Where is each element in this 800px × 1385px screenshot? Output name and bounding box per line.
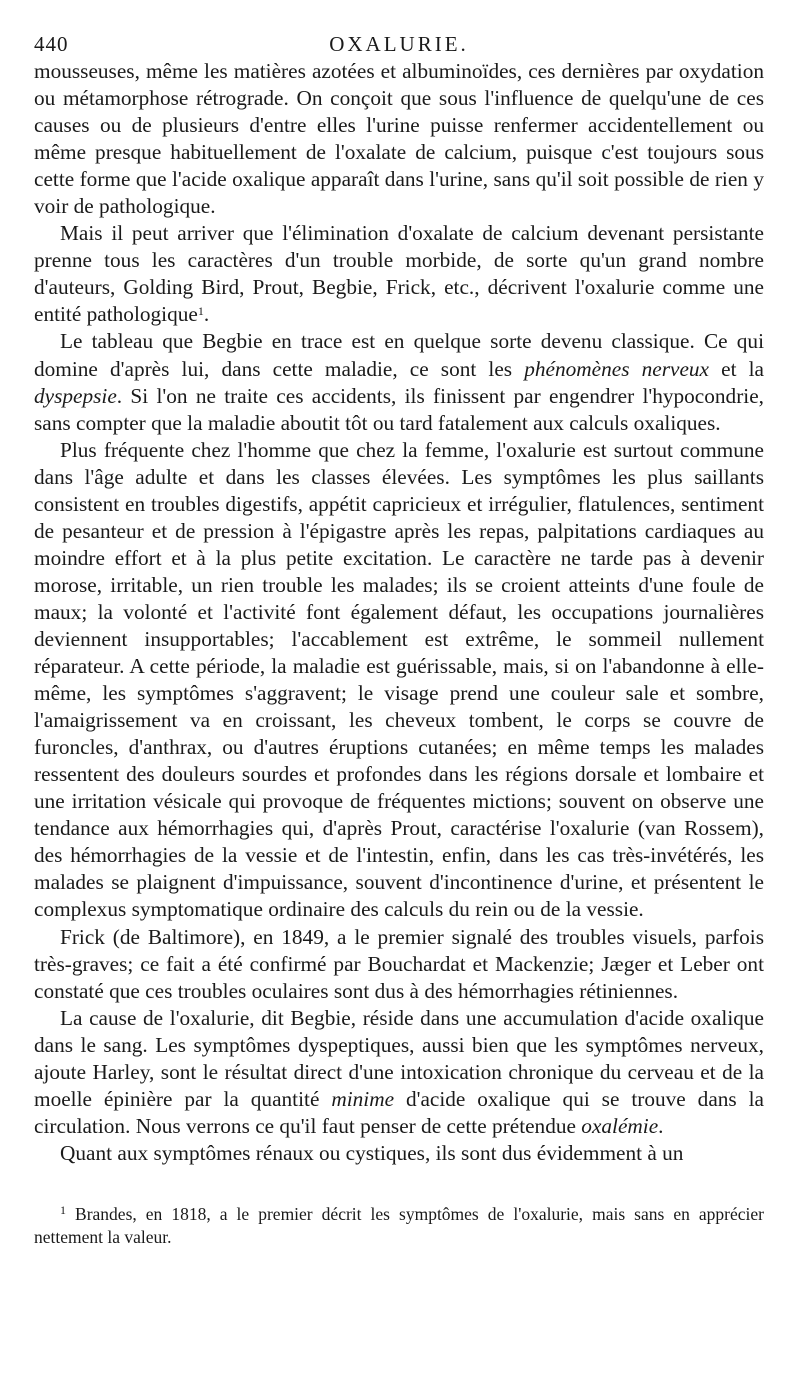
page-number: 440 bbox=[34, 32, 69, 56]
book-page bbox=[34, 24, 764, 1249]
emphasis-minime: minime bbox=[331, 1086, 395, 1111]
page-header bbox=[34, 24, 764, 58]
footnote-reference: 1 bbox=[197, 304, 204, 319]
paragraph-7: Quant aux symptômes rénaux ou cystiques, ils sont dus évidemment à un bbox=[60, 1140, 684, 1165]
emphasis-dyspepsie: dyspepsie bbox=[34, 383, 117, 408]
emphasis-oxalemie: oxalémie bbox=[581, 1113, 659, 1138]
paragraph-6-text-c: . bbox=[658, 1113, 664, 1138]
paragraph-2-end: . bbox=[203, 302, 210, 327]
paragraph-2-text: Mais il peut arriver que l'élimination d'oxalate de calcium devenant persistante prenne tous les caractères d'un trouble morbide, de sorte qu'un grand nombre d'auteurs, Golding Bird, Prout, Begbie, Frick, etc., décrivent l'oxalurie comme une entité pathologique bbox=[34, 221, 764, 327]
paragraph-3-text-b: et la bbox=[709, 356, 764, 381]
paragraph-1: mousseuses, même les matières azotées et albuminoïdes, ces dernières par oxydation ou métamorphose rétrograde. On conçoit que sous l'influence de quelqu'une de ces causes ou de plusieurs d'entre elles l'urine puisse renfermer accidentellement ou même presque habituellement de l'oxalate de calcium, puisque c'est toujours sous cette forme que l'acide oxalique apparaît dans l'urine, sans qu'il soit possible de rien y voir de pathologique. bbox=[34, 59, 764, 219]
paragraph-5: Frick (de Baltimore), en 1849, a le premier signalé des troubles visuels, parfois très-graves; ce fait a été confirmé par Bouchardat et Mackenzie; Jæger et Leber ont constaté que ces troubles oculaires sont dus à des hémorrhagies rétiniennes. bbox=[34, 924, 764, 1003]
paragraph-4: Plus fréquente chez l'homme que chez la femme, l'oxalurie est surtout commune dans l'âge adulte et dans les classes élevées. Les symptômes les plus saillants consistent en troubles digestifs, appétit capricieux et irrégulier, flatulences, sentiment de pesanteur et de pression à l'épigastre après les repas, palpitations cardiaques au moindre effort et à la plus petite excitation. Le caractère ne tarde pas à devenir morose, irritable, un rien trouble les malades; ils se croient atteints d'une foule de maux; la volonté et l'activité font également défaut, les occupations journalières deviennent insupportables; l'accablement est extrême, le sommeil nullement réparateur. A cette période, la maladie est guérissable, mais, si on l'abandonne à elle-même, les symptômes s'aggravent; le visage prend une couleur sale et sombre, l'amaigrissement va en croissant, les cheveux tombent, le corps se couvre de furoncles, d'anthrax, ou d'autres éruptions cutanées; en même temps les malades ressentent des douleurs sourdes et profondes dans les régions dorsale et lombaire et une irritation vésicale qui provoque de fréquentes mictions; souvent on observe une tendance aux hémorrhagies qui, d'après Prout, caractérise l'oxalurie (van Rossem), des hémorrhagies de la vessie et de l'intestin, enfin, dans les cas très-invétérés, les malades se plaignent d'impuissance, souvent d'incontinence d'urine, et présentent le complexus symptomatique ordinaire des calculs du rein ou de la vessie. bbox=[34, 437, 764, 922]
paragraph-2 bbox=[34, 220, 764, 328]
paragraph-3-text-a: Le tableau que Begbie en trace est en quelque sorte devenu classique. Ce qui domine d'après lui, dans cette maladie, ce sont les bbox=[34, 329, 764, 381]
footnote bbox=[34, 1203, 764, 1249]
paragraph-6-text-b: d'acide oxalique qui se trouve dans la circulation. Nous verrons ce qu'il faut penser de cette prétendue bbox=[34, 1086, 765, 1138]
paragraph-6-text-a: La cause de l'oxalurie, dit Begbie, réside dans une accumulation d'acide oxalique dans le sang. Les symptômes dyspeptiques, aussi bien que les symptômes nerveux, ajoute Harley, sont le résultat direct d'une intoxication chronique du cerveau et de la moelle épinière par la quantité bbox=[34, 1005, 764, 1111]
footnote-marker: 1 bbox=[60, 1202, 66, 1217]
paragraph-3 bbox=[34, 328, 764, 436]
running-title: OXALURIE. bbox=[329, 32, 469, 56]
emphasis-phenomenes-nerveux: phénomènes nerveux bbox=[524, 356, 710, 381]
paragraph-6 bbox=[34, 1005, 764, 1140]
paragraph-3-text-c: . Si l'on ne traite ces accidents, ils finissent par engendrer l'hypocondrie, sans compter que la maladie aboutit tôt ou tard fatalement aux calculs oxaliques. bbox=[34, 383, 764, 435]
body-text bbox=[34, 58, 764, 1167]
footnote-text: Brandes, en 1818, a le premier décrit les symptômes de l'oxalurie, mais sans en apprécier nettement la valeur. bbox=[34, 1203, 764, 1247]
